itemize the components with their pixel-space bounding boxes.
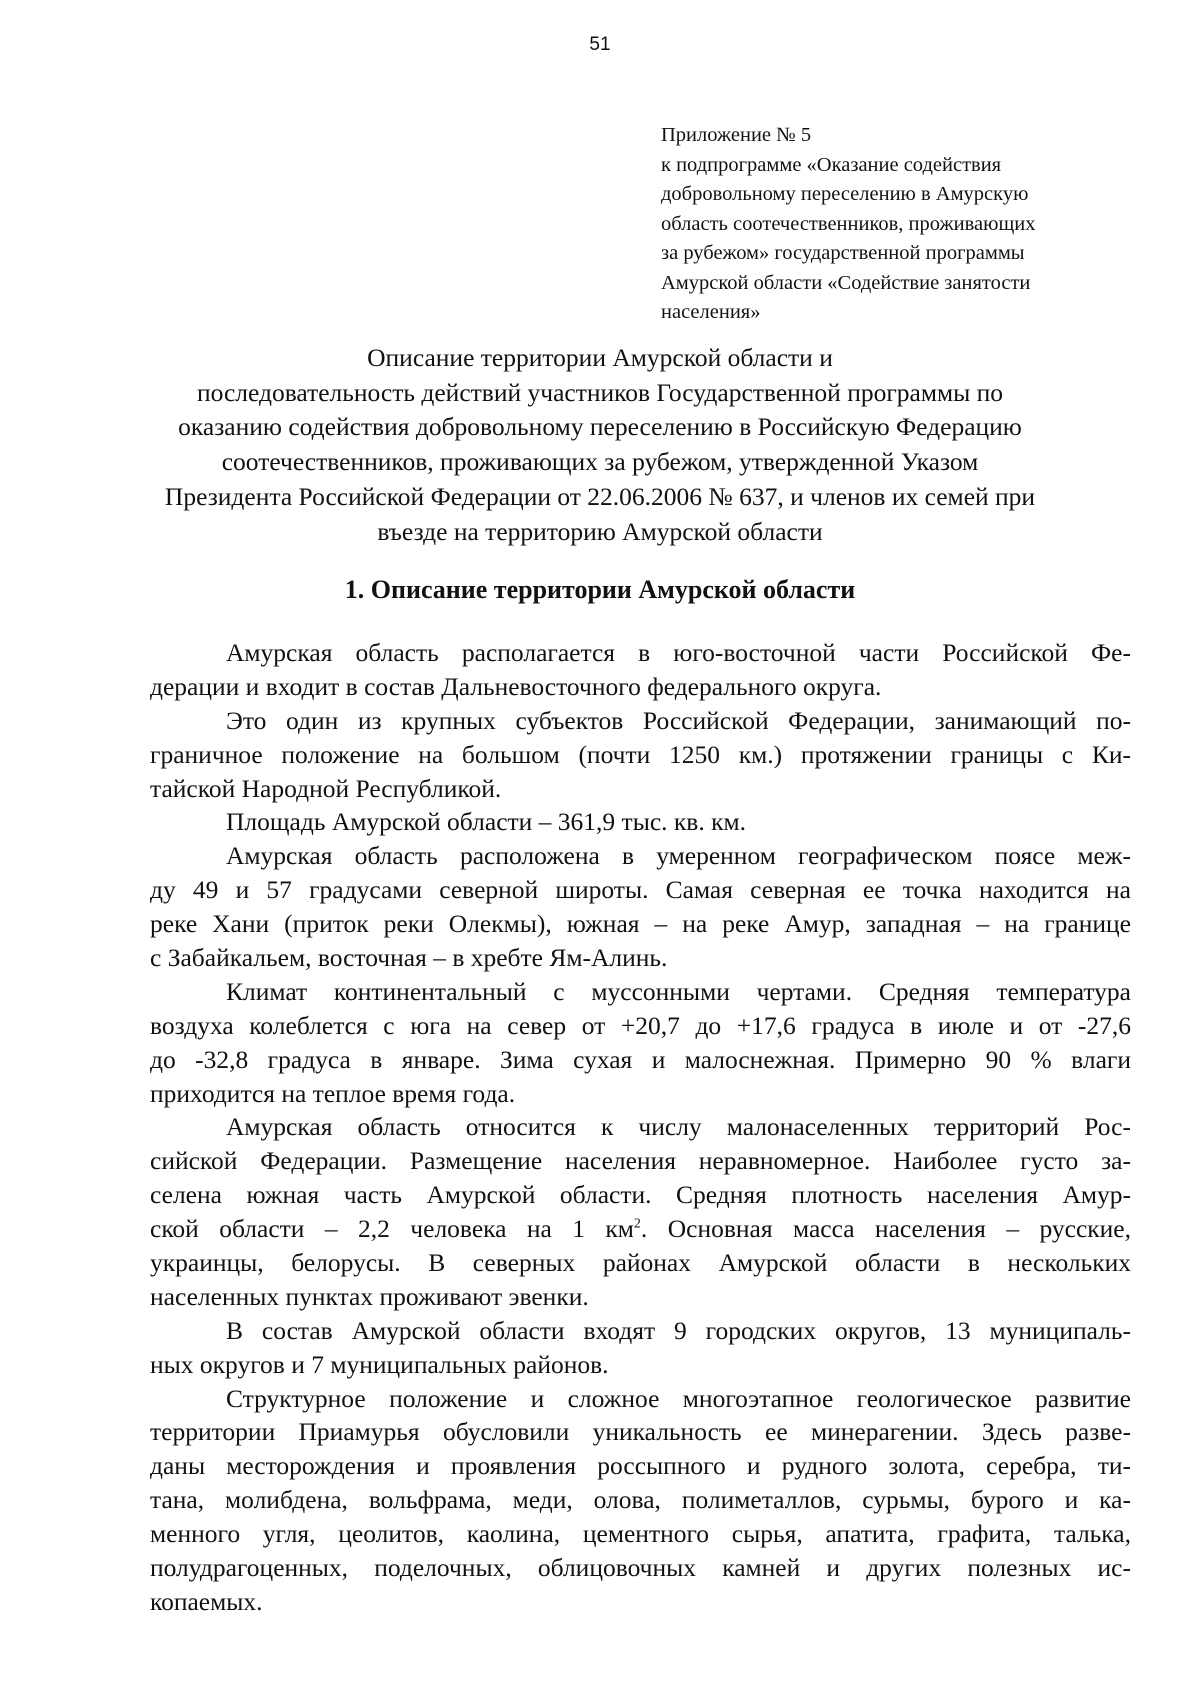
text-line: Амурская область расположена в умеренном географическом поясе меж-: [226, 841, 1131, 871]
paragraph: [150, 839, 1131, 975]
document-title: [0, 341, 1200, 549]
text-line: сийской Федерации. Размещение населения неравномерное. Наиболее густо за-: [150, 1146, 1131, 1176]
text-line: копаемых.: [150, 1586, 263, 1616]
title-line: оказанию содействия добровольному переселению в Российскую Федерацию: [178, 412, 1022, 442]
title-line: соотечественников, проживающих за рубежом, утвержденной Указом: [221, 447, 979, 477]
body-text: [150, 636, 1131, 1619]
paragraph: [150, 636, 1131, 704]
text-line: Амурская область располагается в юго-восточной части Российской Фе-: [226, 638, 1131, 667]
appendix-line: Приложение № 5: [661, 124, 812, 146]
title-line: Описание территории Амурской области и: [367, 343, 833, 372]
text-line: полудрагоценных, поделочных, облицовочных камней и других полезных ис-: [150, 1553, 1131, 1583]
text-line: тана, молибдена, вольфрама, меди, олова, полиметаллов, сурьмы, бурого и ка-: [150, 1485, 1131, 1515]
appendix-line: населения»: [661, 301, 761, 323]
text-line: приходится на теплое время года.: [150, 1078, 516, 1108]
paragraph: [150, 1382, 1131, 1619]
text-line: В состав Амурской области входят 9 городских округов, 13 муниципаль-: [226, 1315, 1131, 1345]
text-line: воздуха колеблется с юга на север от +20,7 до +17,6 градуса в июле и от -27,6: [150, 1010, 1131, 1040]
text-line: ду 49 и 57 градусами северной широты. Самая северная ее точка находится на: [150, 875, 1131, 905]
title-line: последовательность действий участников Государственной программы по: [196, 377, 1004, 407]
appendix-line: к подпрограмме «Оказание содействия: [661, 153, 1002, 176]
appendix-line: добровольному переселению в Амурскую: [661, 183, 1029, 205]
text-line: Амурская область относится к числу малонаселенных территорий Рос-: [226, 1112, 1131, 1142]
title-line: Президента Российской Федерации от 22.06.2006 № 637, и членов их семей при: [164, 481, 1036, 511]
section-heading: 1. Описание территории Амурской области: [344, 575, 856, 604]
page-number: 51: [589, 34, 611, 55]
paragraph: [150, 1314, 1131, 1382]
appendix-line: область соотечественников, проживающих: [661, 212, 1036, 235]
appendix-line: Амурской области «Содействие занятости: [661, 271, 1031, 294]
text-line: до -32,8 градуса в январе. Зима сухая и малоснежная. Примерно 90 % влаги: [150, 1044, 1131, 1074]
text-line: тайской Народной Республикой.: [150, 773, 502, 803]
text-line: населенных пунктах проживают эвенки.: [150, 1281, 589, 1311]
paragraph: [150, 805, 1131, 839]
text-line: украинцы, белорусы. В северных районах Амурской области в нескольких: [150, 1248, 1131, 1278]
text-line: Площадь Амурской области – 361,9 тыс. кв. км.: [226, 807, 746, 837]
appendix-note: [661, 121, 1131, 328]
text-line: Климат континентальный с муссонными чертами. Средняя температура: [226, 976, 1131, 1006]
text-line: реке Хани (приток реки Олекмы), южная – на реке Амур, западная – на границе: [150, 909, 1131, 939]
text-line: граничное положение на большом (почти 1250 км.) протяжении границы с Ки-: [150, 739, 1131, 769]
paragraph: [150, 1110, 1131, 1313]
text-line: дерации и входит в состав Дальневосточного федерального округа.: [150, 671, 882, 701]
text-line: менного угля, цеолитов, каолина, цементного сырья, апатита, графита, талька,: [150, 1519, 1131, 1549]
text-line: даны месторождения и проявления россыпного и рудного золота, серебра, ти-: [150, 1451, 1131, 1481]
text-line: [150, 1212, 1131, 1246]
superscript: 2: [633, 1216, 641, 1232]
appendix-line: за рубежом» государственной программы: [661, 242, 1025, 264]
text-line: Это один из крупных субъектов Российской Федерации, занимающий по-: [226, 705, 1131, 735]
text-line: территории Приамурья обусловили уникальность ее минерагении. Здесь разве-: [150, 1417, 1131, 1447]
text-fragment: ской области – 2,2 человека на 1 км: [150, 1214, 634, 1244]
text-fragment: . Основная масса населения – русские,: [640, 1214, 1132, 1244]
text-line: с Забайкальем, восточная – в хребте Ям-Алинь.: [150, 943, 668, 973]
paragraph: [150, 704, 1131, 806]
text-line: ных округов и 7 муниципальных районов.: [150, 1349, 609, 1379]
title-line: въезде на территорию Амурской области: [377, 516, 823, 546]
paragraph: [150, 975, 1131, 1111]
text-line: Структурное положение и сложное многоэтапное геологическое развитие: [226, 1383, 1131, 1413]
text-line: селена южная часть Амурской области. Средняя плотность населения Амур-: [150, 1180, 1131, 1210]
